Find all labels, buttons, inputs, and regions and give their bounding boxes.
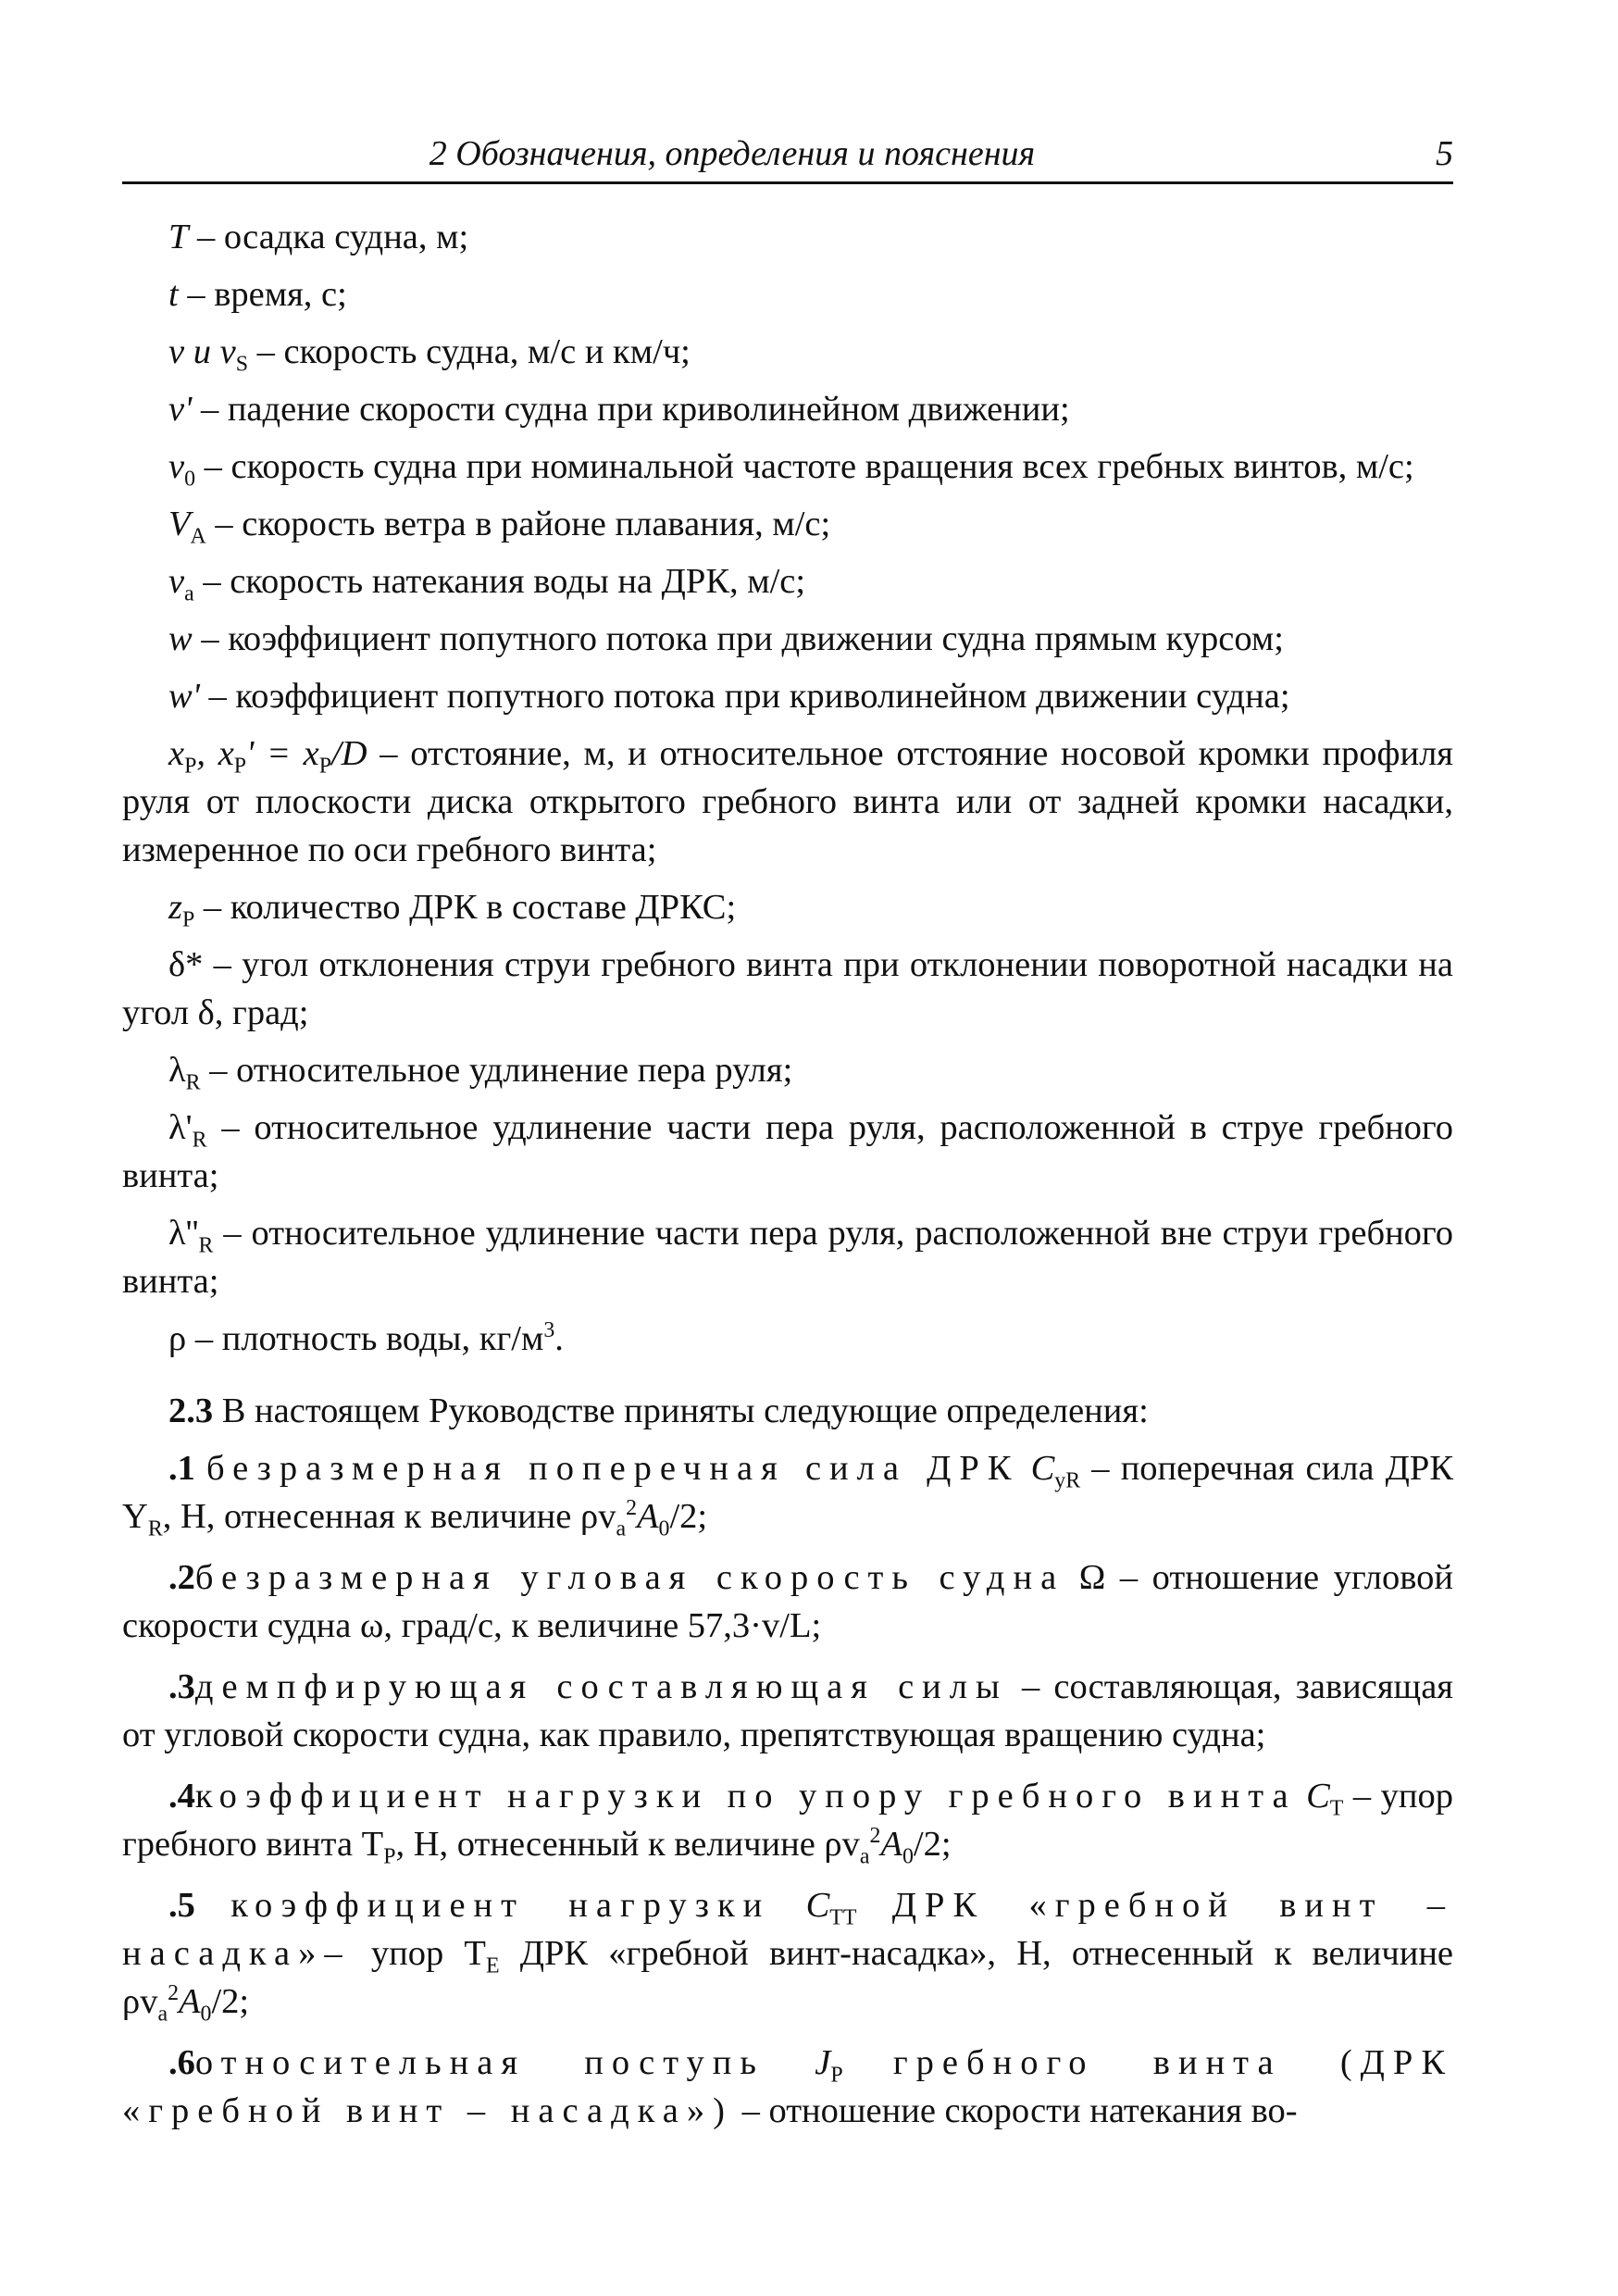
def-number: .3 [168,1667,195,1706]
symbol-sub: R [185,1070,201,1095]
def-text: – отношение скорости натекания во- [741,2091,1298,2130]
definition-entry [122,1881,1453,2026]
symbol: v и v [168,332,236,371]
symbol-desc: – скорость судна, м/с и км/ч; [256,332,691,371]
symbol: ' = x [246,734,319,773]
symbol-desc: – относительное удлинение части пера руля, расположенной в струе гребного винта; [122,1108,1453,1195]
def-sup: 2 [869,1824,881,1849]
symbol: T [168,218,189,256]
symbol-sub: P [318,754,332,779]
symbol-sub: A [190,524,206,549]
def-symbol-sub: P [830,2063,843,2088]
page-body [122,213,1453,2148]
symbol: λ [168,1051,186,1090]
definition-entry [122,1772,1453,1868]
section-text: В настоящем Руководстве приняты следующие определения: [221,1391,1149,1430]
def-text: ДРК «гребной винт-насадка», Н, отнесенный к величине ρv [122,1934,1454,2021]
symbol-sub: P [233,754,247,779]
def-term: относительная поступь [194,2043,765,2082]
symbol-sub: R [192,1128,207,1153]
symbol-sub: R [198,1233,214,1258]
symbol: , x [196,734,234,773]
symbol-entry [122,270,1453,318]
running-header [122,130,1453,184]
symbol-entry [122,615,1453,663]
symbol-desc: – угол отклонения струи гребного винта при отклонении поворотной насадки на угол δ, град; [122,945,1453,1032]
symbol-entry [122,557,1453,605]
symbol-sup: 3 [543,1318,555,1343]
def-number: .4 [168,1777,195,1816]
def-sub: R [147,1516,163,1541]
def-sub: a [616,1516,627,1541]
symbol-desc: – скорость ветра в районе плавания, м/с; [215,505,831,543]
def-sup: 2 [168,1981,179,2006]
header-title: 2 Обозначения, определения и пояснения [429,134,1036,173]
symbol: z [168,888,182,927]
symbol: v [168,562,185,601]
symbol-desc: – коэффициент попутного потока при криволинейном движении судна; [208,677,1290,716]
symbol-entry [122,500,1453,548]
def-text: A [880,1825,902,1864]
symbol-desc: – относительное удлинение части пера руля, расположенной вне струи гребного винта; [122,1214,1453,1301]
symbol-desc: – скорость натекания воды на ДРК, м/с; [203,562,806,601]
symbol-desc: – падение скорости судна при криволинейном движении; [200,390,1070,429]
def-symbol: C [1030,1449,1055,1488]
symbol-desc: – относительное удлинение пера руля; [209,1051,793,1090]
definition-entry [122,2039,1453,2135]
symbol-entry [122,385,1453,433]
symbol-desc: – плотность воды, кг/м [194,1319,544,1358]
page-number: 5 [1436,134,1453,173]
symbol: /D [331,734,367,773]
symbol-entry [122,883,1453,931]
symbol: λ'' [168,1214,199,1253]
symbol: λ' [168,1108,193,1147]
def-text: /2; [669,1497,708,1536]
def-sub: E [485,1953,500,1978]
def-number: .5 [168,1886,195,1925]
symbol-tail: . [554,1319,564,1358]
symbol-entry [122,213,1453,261]
def-symbol: J [815,2043,831,2082]
symbol-desc: – количество ДРК в составе ДРКС; [203,888,737,927]
def-symbol-sub: yR [1054,1468,1081,1493]
def-text: упор T [370,1934,486,1973]
def-term: коэффициент нагрузки по упору гребного винта [194,1777,1297,1816]
symbol: t [168,275,179,314]
symbol-entry [122,328,1453,376]
def-number: .6 [168,2043,195,2082]
def-sub: a [157,2002,168,2027]
def-sub: 0 [658,1516,670,1541]
symbol-entry [122,672,1453,720]
section-number: 2.3 [168,1391,214,1430]
symbol-entry [122,1209,1453,1305]
symbol-desc: – коэффициент попутного потока при движении судна прямым курсом; [201,619,1284,658]
section-heading [122,1387,1453,1435]
def-symbol: C [805,1886,830,1925]
symbol-entry [122,941,1453,1037]
def-text: A [179,1982,201,2021]
symbol: w' [168,677,200,716]
symbol: x [168,734,185,773]
symbol-sub: P [181,907,195,932]
def-term: безразмерная поперечная сила ДРК [206,1449,1020,1488]
def-text: – упор гребного винта T [122,1777,1453,1864]
def-text: – составляющая, зависящая от угловой скорости судна, как правило, препятствующая вращению судна; [122,1667,1453,1754]
def-number: .1 [168,1449,195,1488]
symbol: V [168,505,191,543]
def-symbol: Ω [1078,1558,1106,1597]
symbol-entry [122,730,1453,874]
def-term: коэффициент нагрузки [230,1886,771,1925]
def-text: , Н, отнесенный к величине ρv [395,1825,860,1864]
def-text: – отношение угловой скорости судна ω, град/с, к величине 57,3·v/L; [122,1558,1453,1645]
symbol-sub: P [184,754,197,779]
symbol-desc: – скорость судна при номинальной частоте вращения всех гребных винтов, м/с; [204,447,1414,486]
def-sub: a [859,1844,870,1869]
def-sub: 0 [200,2002,212,2027]
symbol-desc: – отстояние, м, и относительное отстояние носовой кромки профиля руля от плоскости диска открытого гребного винта или от задней кромки насадки, измеренное по оси гребного винта; [122,734,1454,869]
def-text: , Н, отнесенная к величине ρv [162,1497,616,1536]
definition-entry [122,1663,1453,1759]
symbol-entry [122,443,1453,491]
symbol: δ* [168,945,204,984]
definition-entry [122,1554,1453,1650]
symbol: v [168,447,185,486]
def-term: гребного винта (ДРК «гребной винт – насадка») [122,2043,1454,2130]
symbol-desc: – время, с; [187,275,347,314]
def-number: .2 [168,1558,195,1597]
def-symbol-sub: T [1329,1796,1344,1821]
symbol: ρ [168,1319,187,1358]
def-text: /2; [913,1825,952,1864]
def-sup: 2 [626,1496,637,1521]
def-symbol: C [1306,1777,1330,1816]
symbol-entry [122,1104,1453,1200]
definition-entry [122,1444,1453,1541]
symbol: v' [168,390,193,429]
def-sub: 0 [902,1844,914,1869]
symbol-desc: – осадка судна, м; [197,218,469,256]
def-symbol-sub: TT [829,1905,857,1930]
def-term: ДРК «гребной винт – насадка»– [122,1886,1453,1973]
def-sub: P [383,1844,396,1869]
symbol-sub: S [235,352,248,377]
def-term: безразмерная угловая скорость судна [194,1558,1065,1597]
symbol-sub: a [184,581,194,606]
def-text: A [637,1497,659,1536]
def-term: демпфирующая составляющая силы [194,1667,1008,1706]
symbol-sub: 0 [184,467,196,492]
symbol-entry [122,1046,1453,1094]
symbol: w [168,619,193,658]
symbol-entry [122,1315,1453,1363]
def-text: – поперечная сила ДРК Y [122,1449,1454,1536]
def-text: /2; [211,1982,250,2021]
